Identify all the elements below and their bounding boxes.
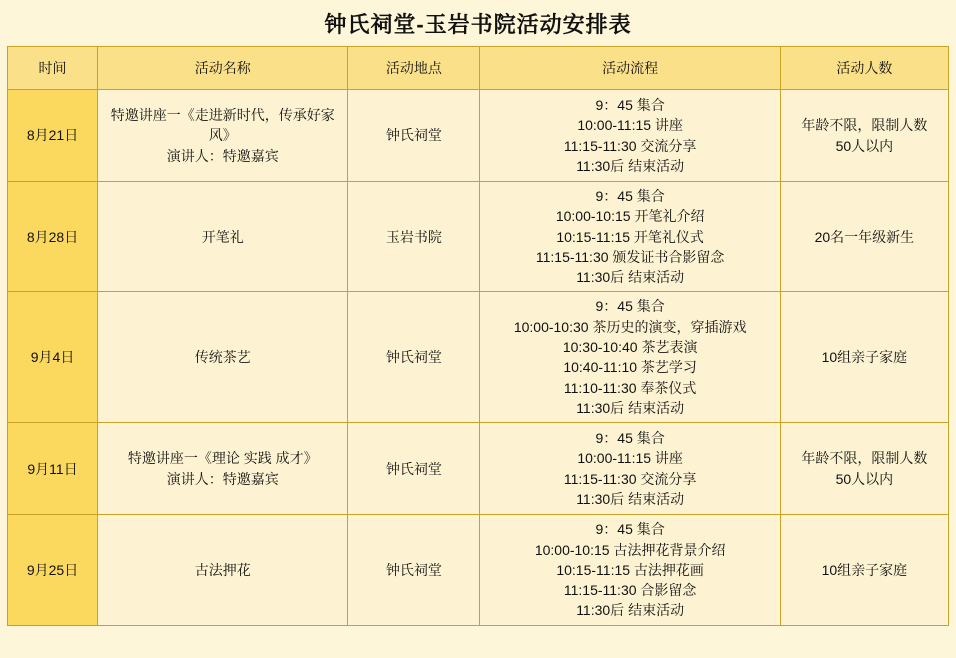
cell-activity-name: 开笔礼 — [98, 182, 348, 292]
cell-schedule: 9：45 集合 10:00-11:15 讲座 11:15-11:30 交流分享 11:30后 结束活动 — [480, 90, 780, 182]
table-row — [8, 515, 949, 625]
column-header-activity-name: 活动名称 — [98, 47, 348, 90]
table-header — [8, 47, 949, 90]
cell-location: 钟氏祠堂 — [348, 90, 480, 182]
cell-location: 玉岩书院 — [348, 182, 480, 292]
cell-time: 9月4日 — [8, 292, 98, 423]
cell-activity-name: 特邀讲座一《走进新时代，传承好家风》 演讲人：特邀嘉宾 — [98, 90, 348, 182]
cell-participants: 20名一年级新生 — [780, 182, 948, 292]
cell-time: 8月28日 — [8, 182, 98, 292]
table-row — [8, 423, 949, 515]
cell-schedule: 9：45 集合 10:00-10:15 开笔礼介绍 10:15-11:15 开笔礼仪式 11:15-11:30 颁发证书合影留念 11:30后 结束活动 — [480, 182, 780, 292]
cell-schedule: 9：45 集合 10:00-11:15 讲座 11:15-11:30 交流分享 11:30后 结束活动 — [480, 423, 780, 515]
header-row — [8, 47, 949, 90]
cell-location: 钟氏祠堂 — [348, 515, 480, 625]
table-body — [8, 90, 949, 626]
cell-activity-name: 古法押花 — [98, 515, 348, 625]
column-header-time: 时间 — [8, 47, 98, 90]
cell-participants: 年龄不限，限制人数 50人以内 — [780, 90, 948, 182]
cell-schedule: 9：45 集合 10:00-10:30 茶历史的演变，穿插游戏 10:30-10:40 茶艺表演 10:40-11:10 茶艺学习 11:10-11:30 奉茶仪式 11:30后 结束活动 — [480, 292, 780, 423]
cell-participants: 年龄不限，限制人数 50人以内 — [780, 423, 948, 515]
title-bar — [0, 0, 956, 46]
cell-schedule: 9：45 集合 10:00-10:15 古法押花背景介绍 10:15-11:15 古法押花画 11:15-11:30 合影留念 11:30后 结束活动 — [480, 515, 780, 625]
schedule-table — [7, 46, 949, 626]
cell-location: 钟氏祠堂 — [348, 423, 480, 515]
cell-participants: 10组亲子家庭 — [780, 292, 948, 423]
cell-activity-name: 传统茶艺 — [98, 292, 348, 423]
column-header-participants: 活动人数 — [780, 47, 948, 90]
cell-time: 9月11日 — [8, 423, 98, 515]
column-header-location: 活动地点 — [348, 47, 480, 90]
cell-participants: 10组亲子家庭 — [780, 515, 948, 625]
page-title: 钟氏祠堂-玉岩书院活动安排表 — [324, 11, 632, 37]
table-row — [8, 292, 949, 423]
column-header-schedule: 活动流程 — [480, 47, 780, 90]
cell-time: 9月25日 — [8, 515, 98, 625]
cell-location: 钟氏祠堂 — [348, 292, 480, 423]
cell-time: 8月21日 — [8, 90, 98, 182]
table-row — [8, 90, 949, 182]
table-row — [8, 182, 949, 292]
cell-activity-name: 特邀讲座一《理论 实践 成才》 演讲人：特邀嘉宾 — [98, 423, 348, 515]
